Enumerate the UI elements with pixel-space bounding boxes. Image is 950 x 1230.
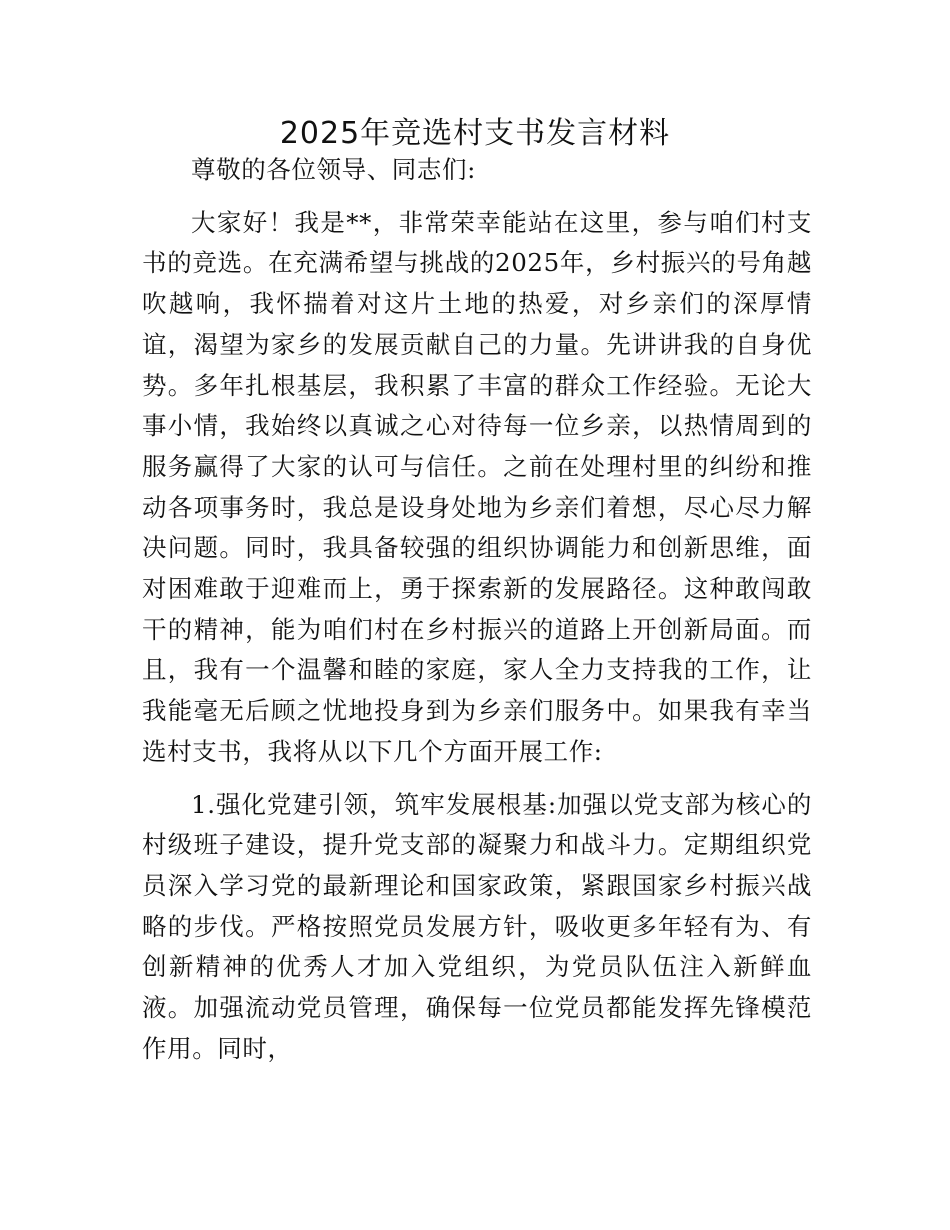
document-body <box>142 150 812 1069</box>
document-title: 2025年竞选村支书发言材料 <box>279 116 671 151</box>
body-paragraph-point-1: 1.强化党建引领，筑牢发展根基:加强以党支部为核心的村级班子建设，提升党支部的凝聚力和战斗力。定期组织党员深入学习党的最新理论和国家政策，紧跟国家乡村振兴战略的步伐。严格按照党员发展方针，吸收更多年轻有为、有创新精神的优秀人才加入党组织，为党员队伍注入新鲜血液。加强流动党员管理，确保每一位党员都能发挥先锋模范作用。同时， <box>142 789 812 1063</box>
salutation-paragraph: 尊敬的各位领导、同志们: <box>191 155 476 184</box>
body-paragraph-introduction: 大家好！我是**，非常荣幸能站在这里，参与咱们村支书的竞选。在充满希望与挑战的2025年，乡村振兴的号角越吹越响，我怀揣着对这片土地的热爱，对乡亲们的深厚情谊，渴望为家乡的发展贡献自己的力量。先讲讲我的自身优势。多年扎根基层，我积累了丰富的群众工作经验。无论大事小情，我始终以真诚之心对待每一位乡亲，以热情周到的服务赢得了大家的认可与信任。之前在处理村里的纠纷和推动各项事务时，我总是设身处地为乡亲们着想，尽心尽力解决问题。同时，我具备较强的组织协调能力和创新思维，面对困难敢于迎难而上，勇于探索新的发展路径。这种敢闯敢干的精神，能为咱们村在乡村振兴的道路上开创新局面。而且，我有一个温馨和睦的家庭，家人全力支持我的工作，让我能毫无后顾之忧地投身到为乡亲们服务中。如果我有幸当选村支书，我将从以下几个方面开展工作: <box>142 207 812 766</box>
